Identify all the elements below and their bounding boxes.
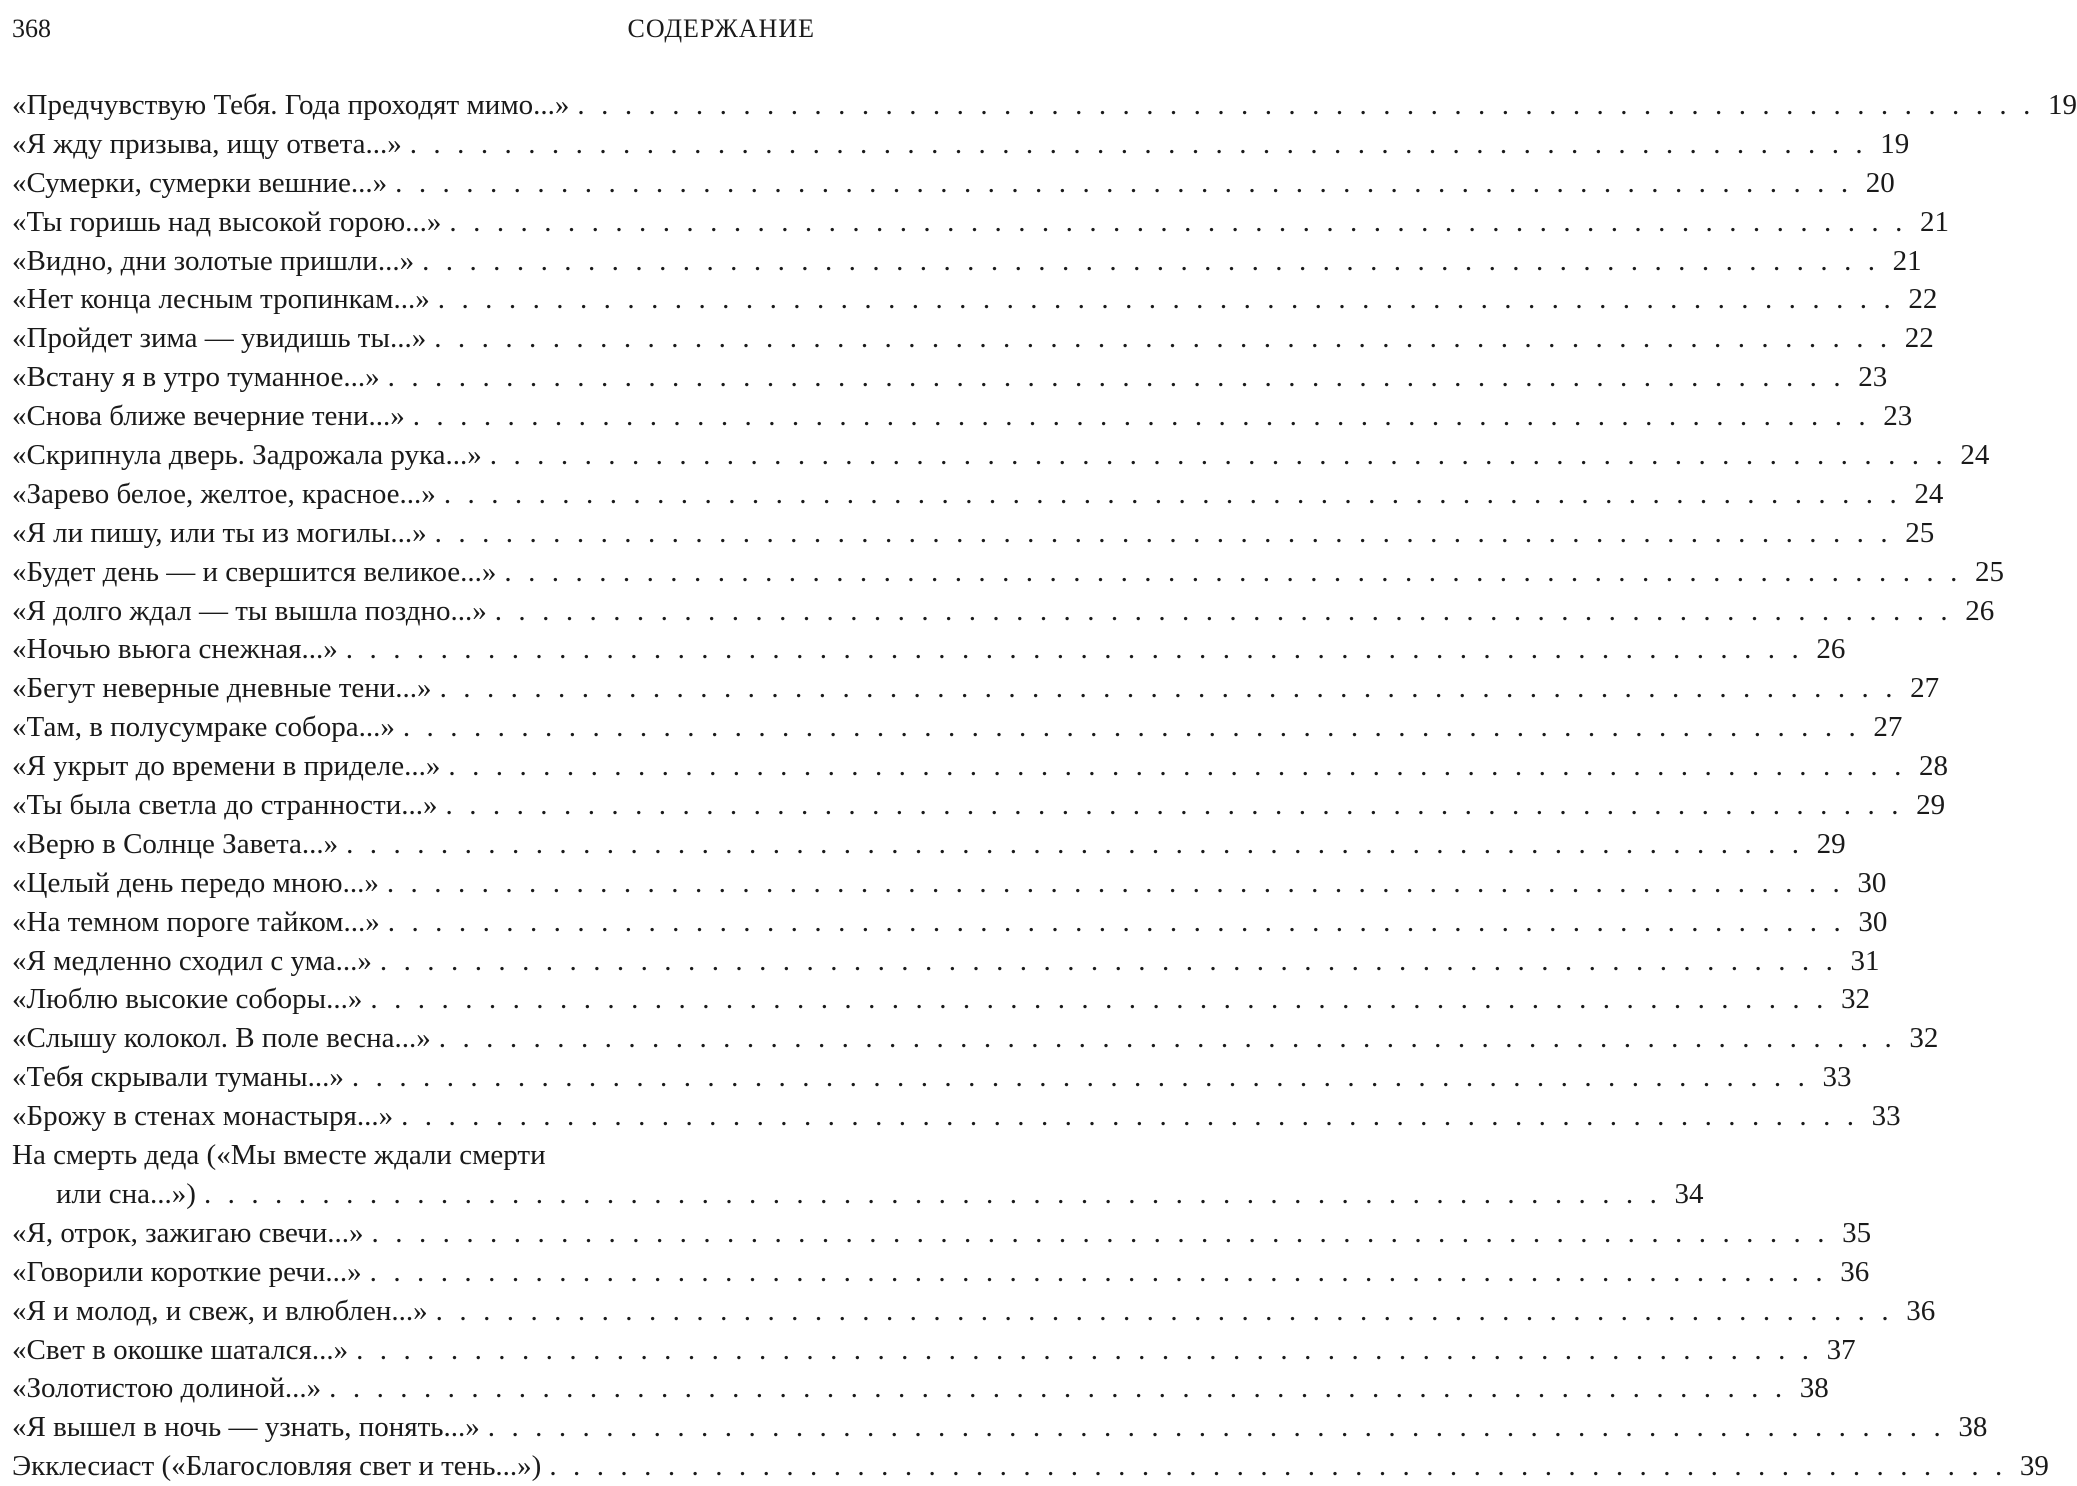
toc-entry-title: «На темном пороге тайком...» (12, 905, 380, 938)
dot-leader: . . . . . . . . . . . . . . . . . . . . . . . . . . . . . . . . . . . . . . . . . . . . . . . . . . . . . . . . . . . . . . (345, 633, 1804, 666)
dot-leader: . . . . . . . . . . . . . . . . . . . . . . . . . . . . . . . . . . . . . . . . . . . . . . . . . . . . . . . . . . . . . . (549, 1450, 2007, 1483)
toc-entry-page: 38 (1958, 1411, 1988, 1444)
dot-leader: . . . . . . . . . . . . . . . . . . . . . . . . . . . . . . . . . . . . . . . . . . . . . . . . . . . . . . . . . . . . . . (437, 283, 1896, 316)
toc-entry (12, 942, 1880, 981)
toc-entry-page: 29 (1916, 789, 1946, 822)
dot-leader: . . . . . . . . . . . . . . . . . . . . . . . . . . . . . . . . . . . . . . . . . . . . . . . . . . . . . . . . . . . . . . (435, 1294, 1894, 1327)
toc-entry-page: 23 (1858, 361, 1888, 394)
toc-entry (12, 1019, 1939, 1058)
toc-entry (12, 436, 1990, 475)
dot-leader: . . . . . . . . . . . . . . . . . . . . . . . . . . . . . . . . . . . . . . . . . . . . . . . . . . . . . . . . . . . . . . (371, 1216, 1830, 1249)
toc-entry-page: 29 (1816, 827, 1846, 860)
toc-entry-title: «Предчувствую Тебя. Года проходят мимо...» (12, 89, 570, 121)
toc-entry-title: «Пройдет зима — увидишь ты...» (12, 322, 427, 355)
dot-leader: . . . . . . . . . . . . . . . . . . . . . . . . . . . . . . . . . . . . . . . . . . . . . . . . . . . . . . . . . . . . . . (487, 1411, 1946, 1444)
toc-entry (12, 1331, 1856, 1370)
toc-entry-title: «Люблю высокие соборы...» (12, 983, 363, 1016)
toc-entry-page: 19 (2047, 89, 2077, 121)
dot-leader: . . . . . . . . . . . . . . . . . . . . . . . . . . . . . . . . . . . . . . . . . . . . . . . . . . . . . . . . . . . . . . (448, 750, 1906, 783)
dot-leader: . . . . . . . . . . . . . . . . . . . . . . . . . . . . . . . . . . . . . . . . . . . . . . . . . . . . . . . . . . . . . . (409, 127, 1868, 160)
toc-entry-title: «Брожу в стенах монастыря...» (12, 1100, 394, 1133)
toc-entry (12, 864, 1887, 903)
toc-entry (12, 164, 1895, 203)
toc-entry-title: «Целый день передо мною...» (12, 866, 379, 899)
toc-entry (12, 1058, 1852, 1097)
toc-entry-title: «Ночью вьюга снежная...» (12, 633, 338, 666)
toc-entry-page: 36 (1840, 1255, 1870, 1288)
toc-entry-page: 33 (1871, 1100, 1901, 1133)
toc-entry (12, 1369, 1829, 1408)
toc-entry-title: «Я медленно сходил с ума...» (12, 944, 372, 977)
toc-entry (12, 475, 1944, 514)
toc-entry-title: «Я вышел в ночь — узнать, понять...» (12, 1411, 480, 1444)
dot-leader: . . . . . . . . . . . . . . . . . . . . . . . . . . . . . . . . . . . . . . . . . . . . . . . . . . . . . . . . . . . . . . (356, 1333, 1814, 1366)
dot-leader: . . . . . . . . . . . . . . . . . . . . . . . . . . . . . . . . . . . . . . . . . . . . . . . . . . . . . . . . . . . . . . (369, 1255, 1828, 1288)
dot-leader: . . . . . . . . . . . . . . . . . . . . . . . . . . . . . . . . . . . . . . . . . . . . . . . . . . . . . . . . . . . . . . (351, 1061, 1810, 1094)
dot-leader: . . . . . . . . . . . . . . . . . . . . . . . . . . . . . . . . . . . . . . . . . . . . . . . . . . . . . . . . . . . . . . (449, 205, 1907, 238)
table-of-contents (12, 86, 2077, 1486)
toc-entry-page: 27 (1910, 672, 1940, 705)
section-title: СОДЕРЖАНИЕ (627, 14, 815, 43)
dot-leader: . . . . . . . . . . . . . . . . . . . . . . . . . . . . . . . . . . . . . . . . . . . . . . . . . . . . . . . . . . . . . . (402, 711, 1861, 744)
toc-entry-page: 22 (1904, 322, 1934, 355)
toc-entry-title: «Я жду призыва, ищу ответа...» (12, 127, 402, 160)
toc-entry-page: 24 (1960, 439, 1990, 472)
toc-entry (12, 242, 1922, 281)
toc-entry (12, 358, 1888, 397)
dot-leader: . . . . . . . . . . . . . . . . . . . . . . . . . . . . . . . . . . . . . . . . . . . . . . . . . . . . . . . . . . . . . . (387, 361, 1846, 394)
toc-entry (12, 669, 1940, 708)
toc-entry-title: «Встану я в утро туманное...» (12, 361, 380, 394)
toc-entry (12, 1136, 815, 1175)
toc-entry (12, 203, 1949, 242)
toc-entry-page: 30 (1857, 866, 1887, 899)
toc-entry (12, 1097, 1901, 1136)
toc-entry (12, 125, 1910, 164)
dot-leader: . . . . . . . . . . . . . . . . . . . . . . . . . . . . . . . . . . . . . . . . . . . . . . . . . . . . . . . . . . . . . . (443, 477, 1902, 510)
dot-leader: . . . . . . . . . . . . . . . . . . . . . . . . . . . . . . . . . . . . . . . . . . . . . . . . . . . . . . . . . . . . . . (489, 439, 1948, 472)
toc-entry-page: 31 (1850, 944, 1880, 977)
dot-leader: . . . . . . . . . . . . . . . . . . . . . . . . . . . . . . . . . . . . . . . . . . . . . . . . . . . . . . . . . . . . . . (504, 555, 1962, 588)
toc-entry (12, 1214, 1872, 1253)
toc-entry-page: 33 (1822, 1061, 1852, 1094)
toc-entry-title: «Я укрыт до времени в приделе...» (12, 750, 441, 783)
toc-entry-title: «Снова ближе вечерние тени...» (12, 400, 405, 433)
dot-leader: . . . . . . . . . . . . . . . . . . . . . . . . . . . . . . . . . . . . . . . . . . . . . . . . . . . . . . . . . . . . . . (445, 789, 1904, 822)
toc-entry-page: 34 (1674, 1177, 1704, 1210)
toc-entry-title: «Видно, дни золотые пришли...» (12, 244, 415, 277)
toc-entry (12, 397, 1913, 436)
dot-leader: . . . . . . . . . . . . . . . . . . . . . . . . . . . . . . . . . . . . . . . . . . . . . . . . . . . . . . . . . . . . . . (439, 672, 1898, 705)
toc-entry-title: «Там, в полусумраке собора...» (12, 711, 395, 744)
toc-entry (12, 903, 1888, 942)
toc-entry-title: «Я, отрок, зажигаю свечи...» (12, 1216, 364, 1249)
toc-entry (12, 592, 1995, 631)
toc-entry (12, 630, 1846, 669)
toc-entry-title: «Тебя скрывали туманы...» (12, 1061, 344, 1094)
toc-entry-title: «Говорили короткие речи...» (12, 1255, 362, 1288)
toc-entry-page: 28 (1918, 750, 1948, 783)
toc-entry-page: 20 (1865, 166, 1895, 199)
toc-entry-title: «Будет день — и свершится великое...» (12, 555, 497, 588)
dot-leader: . . . . . . . . . . . . . . . . . . . . . . . . . . . . . . . . . . . . . . . . . . . . . . . . . . . . . . . . . . . . . . (401, 1100, 1859, 1133)
toc-entry (12, 708, 1903, 747)
toc-entry-page: 21 (1892, 244, 1922, 277)
toc-entry-page: 36 (1906, 1294, 1936, 1327)
toc-entry (12, 1253, 1870, 1292)
dot-leader: . . . . . . . . . . . . . . . . . . . . . . . . . . . . . . . . . . . . . . . . . . . . . . . . . . . . . . . . . . . . . . (386, 866, 1845, 899)
toc-entry-title: Экклесиаст («Благословляя свет и тень...») (12, 1450, 542, 1483)
page-number: 368 (12, 14, 51, 43)
dot-leader: . . . . . . . . . . . . . . . . . . . . . . . . . . . . . . . . . . . . . . . . . . . . . . . . . . . . . . . . . . . . . . (370, 983, 1828, 1016)
toc-entry-title: «Я долго ждал — ты вышла поздно...» (12, 594, 487, 627)
dot-leader: . . . . . . . . . . . . . . . . . . . . . . . . . . . . . . . . . . . . . . . . . . . . . . . . . . . . . . . . . . . . . . (434, 322, 1892, 355)
toc-entry-continuation (12, 1175, 1704, 1214)
dot-leader: . . . . . . . . . . . . . . . . . . . . . . . . . . . . . . . . . . . . . . . . . . . . . . . . . . . . . . . . . . . . . . (577, 89, 2035, 121)
toc-entry-page: 23 (1883, 400, 1913, 433)
toc-entry-title: «Золотистою долиной...» (12, 1372, 322, 1405)
toc-entry-title: «Бегут неверные дневные тени...» (12, 672, 432, 705)
toc-entry (12, 786, 1946, 825)
toc-entry (12, 280, 1938, 319)
toc-entry-title: «Сумерки, сумерки вешние...» (12, 166, 388, 199)
dot-leader: . . . . . . . . . . . . . . . . . . . . . . . . . . . . . . . . . . . . . . . . . . . . . . . . . . . . . . . . . . . . . . (346, 827, 1804, 860)
toc-entry (12, 825, 1846, 864)
toc-entry-title: «Я ли пишу, или ты из могилы...» (12, 516, 427, 549)
dot-leader: . . . . . . . . . . . . . . . . . . . . . . . . . . . . . . . . . . . . . . . . . . . . . . . . . . . . . . . . . . . . . . (438, 1022, 1897, 1055)
toc-entry-page: 35 (1842, 1216, 1872, 1249)
dot-leader: . . . . . . . . . . . . . . . . . . . . . . . . . . . . . . . . . . . . . . . . . . . . . . . . . . . . . . . . . . . . . . (387, 905, 1846, 938)
toc-entry-page: 37 (1826, 1333, 1856, 1366)
toc-entry-title: «Свет в окошке шатался...» (12, 1333, 349, 1366)
toc-entry-page: 32 (1909, 1022, 1939, 1055)
toc-entry-page: 25 (1905, 516, 1935, 549)
dot-leader: . . . . . . . . . . . . . . . . . . . . . . . . . . . . . . . . . . . . . . . . . . . . . . . . . . . . . . . . . . . . . . (434, 516, 1893, 549)
toc-entry (12, 1292, 1936, 1331)
toc-entry-title: «Зарево белое, желтое, красное...» (12, 477, 436, 510)
dot-leader: . . . . . . . . . . . . . . . . . . . . . . . . . . . . . . . . . . . . . . . . . . . . . . . . . . . . . . . . . . . . . . (412, 400, 1871, 433)
toc-entry-page: 25 (1974, 555, 2004, 588)
toc-entry (12, 1408, 1988, 1447)
toc-entry-page: 30 (1858, 905, 1888, 938)
toc-entry-page: 22 (1908, 283, 1938, 316)
toc-entry-page: 27 (1873, 711, 1903, 744)
toc-entry-page: 39 (2019, 1450, 2049, 1483)
toc-entry (12, 980, 1870, 1019)
toc-entry (12, 553, 2004, 592)
toc-entry-page: 21 (1919, 205, 1949, 238)
toc-entry-title: или сна...») (56, 1177, 196, 1210)
toc-entry-page: 32 (1840, 983, 1870, 1016)
toc-entry-page: 19 (1880, 127, 1910, 160)
toc-entry (12, 514, 1935, 553)
dot-leader: . . . . . . . . . . . . . . . . . . . . . . . . . . . . . . . . . . . . . . . . . . . . . . . . . . . . . . . . . . . . . . (422, 244, 1880, 277)
toc-entry-title: «Ты горишь над высокой горою...» (12, 205, 442, 238)
toc-entry-page: 38 (1799, 1372, 1829, 1405)
toc-entry-title: «Слышу колокол. В поле весна...» (12, 1022, 431, 1055)
toc-entry-title: «Скрипнула дверь. Задрожала рука...» (12, 439, 482, 472)
toc-entry (12, 319, 1934, 358)
toc-entry-page: 26 (1816, 633, 1846, 666)
toc-entry-title: «Нет конца лесным тропинкам...» (12, 283, 430, 316)
dot-leader: . . . . . . . . . . . . . . . . . . . . . . . . . . . . . . . . . . . . . . . . . . . . . . . . . . . . . . . . . . . . . . (494, 594, 1953, 627)
dot-leader: . . . . . . . . . . . . . . . . . . . . . . . . . . . . . . . . . . . . . . . . . . . . . . . . . . . . . . . . . . . . . . (379, 944, 1838, 977)
toc-entry-page: 24 (1914, 477, 1944, 510)
dot-leader: . . . . . . . . . . . . . . . . . . . . . . . . . . . . . . . . . . . . . . . . . . . . . . . . . . . . . . . . . . . . . . (395, 166, 1853, 199)
toc-entry (12, 86, 2077, 125)
toc-entry (12, 747, 1948, 786)
toc-entry-title: На смерть деда («Мы вместе ждали смерти (12, 1139, 546, 1172)
toc-entry (12, 1447, 2049, 1486)
toc-entry-title: «Ты была светла до странности...» (12, 789, 438, 822)
toc-entry-title: «Я и молод, и свеж, и влюблен...» (12, 1294, 428, 1327)
dot-leader: . . . . . . . . . . . . . . . . . . . . . . . . . . . . . . . . . . . . . . . . . . . . . . . . . . . . . . . . . . . . . . (203, 1177, 1662, 1210)
toc-entry-title: «Верю в Солнце Завета...» (12, 827, 339, 860)
dot-leader: . . . . . . . . . . . . . . . . . . . . . . . . . . . . . . . . . . . . . . . . . . . . . . . . . . . . . . . . . . . . . . (329, 1372, 1787, 1405)
page-header (12, 14, 815, 50)
toc-entry-page: 26 (1965, 594, 1995, 627)
